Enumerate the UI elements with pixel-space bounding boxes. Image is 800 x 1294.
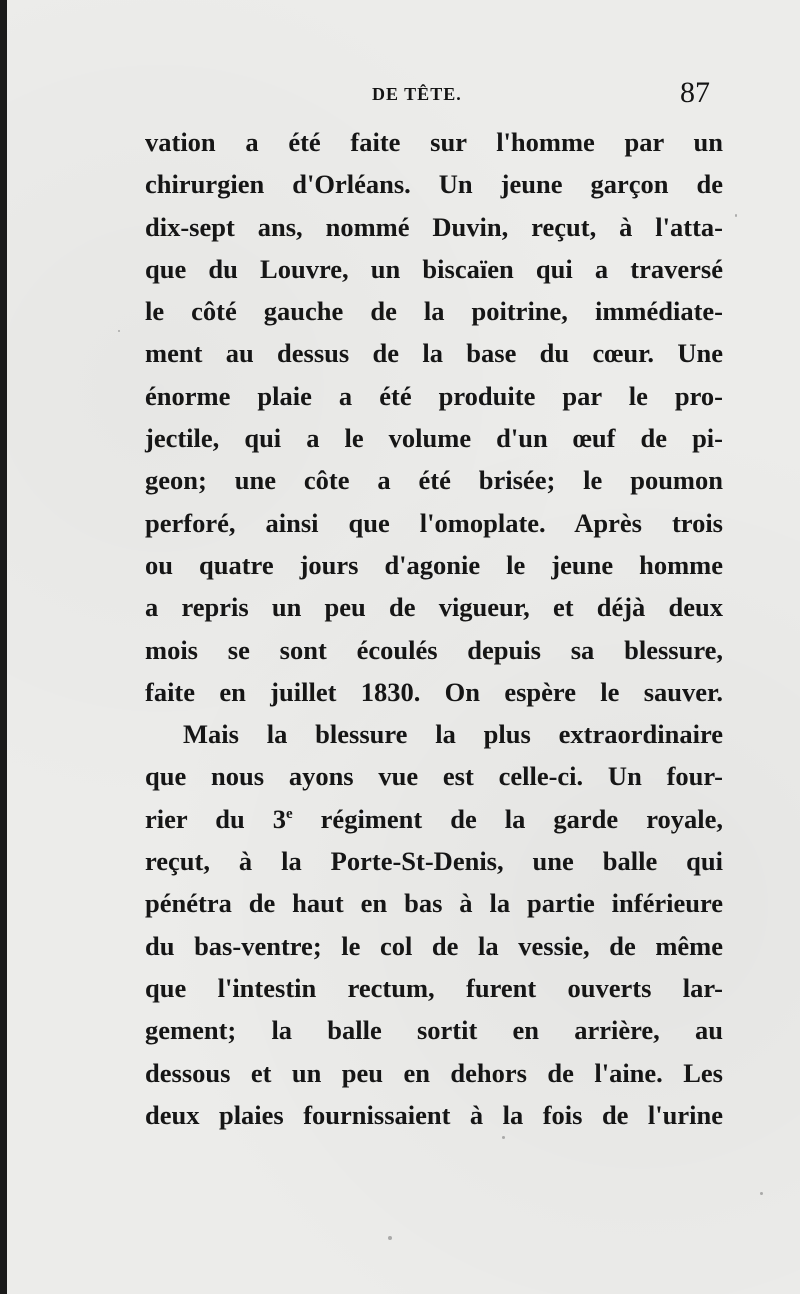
text-line: dix-sept ans, nommé Duvin, reçut, à l'atta- [145, 211, 723, 242]
text-line: mois se sont écoulés depuis sa blessure, [145, 634, 723, 665]
page-edge-shadow [0, 0, 7, 1294]
text-line: Mais la blessure la plus extraordinaire [183, 719, 723, 750]
body-text [145, 121, 723, 1136]
text-line: que du Louvre, un biscaïen qui a traversé [145, 253, 723, 284]
text-line: a repris un peu de vigueur, et déjà deux [145, 592, 723, 623]
text-line: que l'intestin rectum, furent ouverts lar- [145, 972, 723, 1003]
text-line: pénétra de haut en bas à la partie inférieure [145, 888, 723, 919]
paper-speck [118, 330, 120, 332]
paper-speck [735, 214, 737, 217]
text-line: dessous et un peu en dehors de l'aine. Les [145, 1057, 723, 1088]
page-number: 87 [680, 76, 710, 109]
text-line: geon; une côte a été brisée; le poumon [145, 465, 723, 496]
text-line: que nous ayons vue est celle-ci. Un four- [145, 761, 723, 792]
paper-speck [388, 1236, 392, 1240]
paper-speck [502, 1136, 505, 1139]
paragraph-2 [145, 713, 723, 1136]
text-segment: rier du 3 [145, 803, 286, 834]
text-line: gement; la balle sortit en arrière, au [145, 1015, 723, 1046]
text-line: le côté gauche de la poitrine, immédiate- [145, 296, 723, 327]
text-line: chirurgien d'Orléans. Un jeune garçon de [145, 169, 723, 200]
running-head: DE TÊTE. [372, 84, 462, 104]
page-header [0, 74, 800, 114]
text-line-with-superscript [145, 798, 723, 840]
paragraph-1 [145, 121, 723, 713]
text-line: faite en juillet 1830. On espère le sauver. [145, 676, 723, 707]
text-line: énorme plaie a été produite par le pro- [145, 380, 723, 411]
paper-speck [760, 1192, 763, 1195]
text-line: perforé, ainsi que l'omoplate. Après trois [145, 507, 723, 538]
text-line: reçut, à la Porte-St-Denis, une balle qui [145, 846, 723, 877]
text-segment: régiment de la garde royale, [292, 803, 723, 834]
text-line: ou quatre jours d'agonie le jeune homme [145, 549, 723, 580]
text-line: du bas-ventre; le col de la vessie, de même [145, 930, 723, 961]
text-line: vation a été faite sur l'homme par un [145, 127, 723, 157]
text-line: deux plaies fournissaient à la fois de l'urine [145, 1099, 723, 1130]
text-line: ment au dessus de la base du cœur. Une [145, 338, 723, 369]
superscript: e [285, 805, 293, 822]
text-line: jectile, qui a le volume d'un œuf de pi- [145, 423, 723, 454]
